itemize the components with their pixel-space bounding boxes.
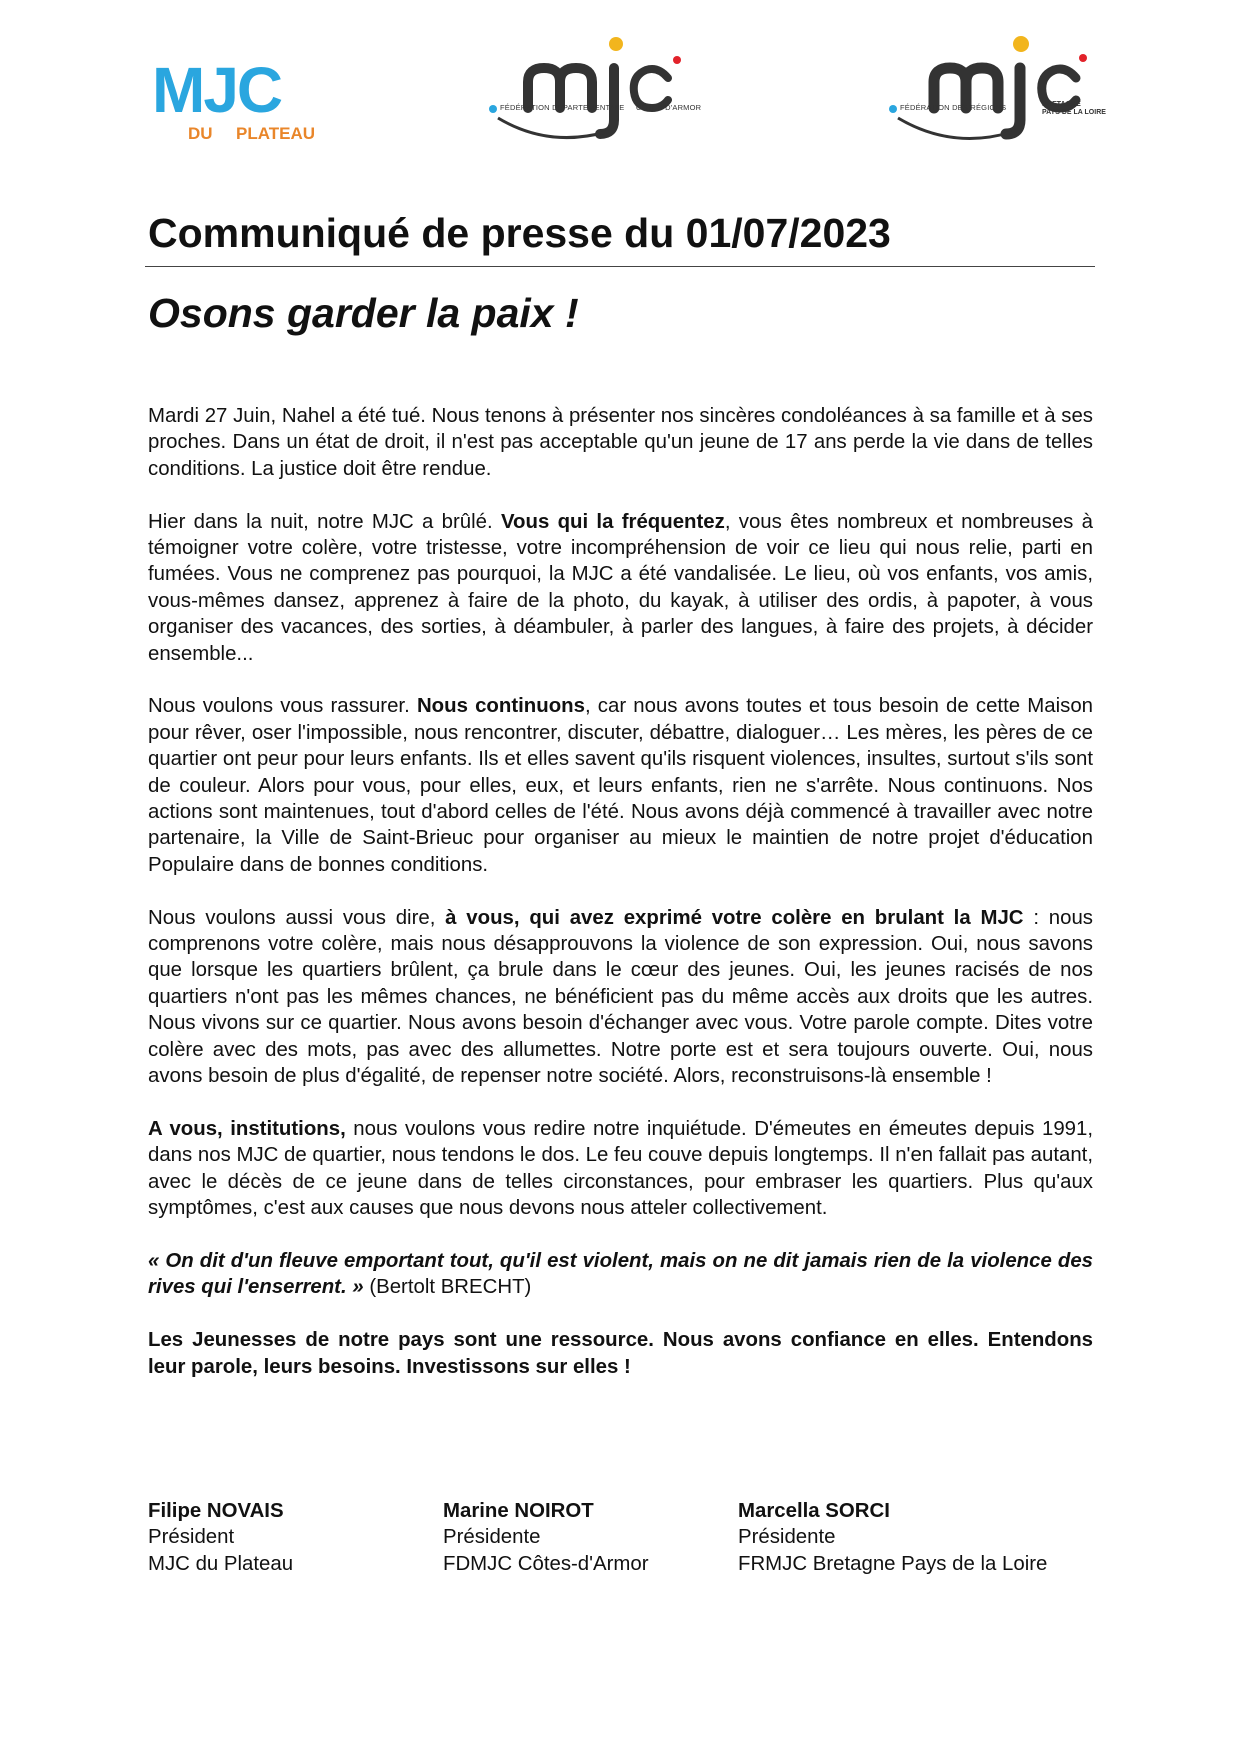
logo-fr-mark-icon (888, 30, 1116, 160)
logo-fr-caption-right-2: PAYS DE LA LOIRE (1042, 109, 1106, 116)
signature-1 (148, 1498, 468, 1577)
signature-2-org: FDMJC Côtes-d'Armor (443, 1552, 649, 1575)
press-release-body (148, 403, 1093, 1406)
quote-author: (Bertolt BRECHT) (363, 1276, 532, 1299)
signature-1-name: Filipe NOVAIS (148, 1500, 284, 1522)
paragraph-4-emphasis: à vous, qui avez exprimé votre colère en brulant la MJC (445, 906, 1024, 929)
logo-mjc-du-plateau (152, 54, 322, 158)
logo-plateau-du-text: DU (188, 124, 213, 143)
paragraph-4 (148, 905, 1093, 1090)
paragraph-3-intro: Nous voulons vous rassurer. (148, 695, 417, 718)
logo-bar (0, 0, 1241, 170)
signature-2-role: Présidente (443, 1526, 541, 1549)
paragraph-2 (148, 509, 1093, 667)
logo-fr-caption-left: FÉDÉRATION DES RÉGIONS (900, 103, 1007, 112)
logo-fd-mark-icon (488, 30, 708, 160)
paragraph-2-text: , vous êtes nombreux et nombreuses à témoigner votre colère, votre tristesse, votre incompréhension de voir ce lieu qui nous relie, parti en fumées. Vous ne comprenez pas pourquoi, la MJC a été vandalisée. Le lieu, où vos enfants, vos amis, vous-mêmes dansez, apprenez à faire de la photo, du kayak, à utiliser des ordis, à papoter, à vous organiser des vacances, des sorties, à déambuler, à parler des langues, à faire des projets, à décider ensemble... (148, 510, 1093, 665)
paragraph-2-intro: Hier dans la nuit, notre MJC a brûlé. (148, 510, 501, 533)
title-divider (145, 266, 1095, 267)
signature-3 (738, 1498, 1098, 1577)
signature-1-org: MJC du Plateau (148, 1552, 294, 1575)
logo-fd-caption-left: FÉDÉRATION DÉPARTEMENTALE (500, 103, 625, 112)
paragraph-4-intro: Nous voulons aussi vous dire, (148, 906, 446, 929)
page-subtitle: Osons garder la paix ! (148, 290, 579, 336)
quote-text: « On dit d'un fleuve emportant tout, qu'il est violent, mais on ne dit jamais rien de la violence des rives qui l'enserrent. » (148, 1249, 1093, 1299)
logo-fd-caption-right: CÔTES D'ARMOR (636, 103, 702, 112)
logo-plateau-name-text: PLATEAU (236, 124, 316, 143)
logo-federation-des-regions (888, 30, 1116, 160)
paragraph-1 (148, 403, 1093, 482)
logo-fr-caption-right-1: BRETAGNE (1042, 101, 1081, 108)
signature-2 (443, 1498, 763, 1577)
paragraph-2-emphasis: Vous qui la fréquentez (500, 510, 725, 533)
paragraph-4-text: : nous comprenons votre colère, mais nous désapprouvons la violence de son expression. Oui, nous savons que lorsque les quartiers brûlent, ça brule dans le cœur des jeunes. Oui, les jeunes racisés de nos quartiers n'ont pas les mêmes chances, ne bénéficient pas du même accès aux droits que les autres. Nous vivons sur ce quartier. Nous avons besoin d'échanger avec vous. Votre parole compte. Dites votre colère avec des mots, pas avec des allumettes. Notre porte est et sera toujours ouverte. Oui, nous avons besoin de plus d'égalité, de repenser notre société. Alors, reconstruisons-là ensemble ! (148, 906, 1093, 1088)
signature-3-role: Présidente (738, 1526, 836, 1549)
signature-3-name: Marcella SORCI (738, 1500, 890, 1522)
signature-1-role: Président (148, 1526, 235, 1549)
paragraph-3-text: , car nous avons toutes et tous besoin de cette Maison pour rêver, oser l'impossible, nous rencontrer, discuter, débattre, dialoguer… Les mères, les pères de ce quartier ont peur pour leurs enfants. Ils et elles savent qu'ils risquent violences, insultes, surtout s'ils sont de couleur. Alors pour vous, pour elles, eux, et leurs enfants, rien ne s'arrête. Nous continuons. Nos actions sont maintenues, tout d'abord celles de l'été. Nous avons déjà commencé à travailler avec notre partenaire, la Ville de Saint-Brieuc pour organiser au mieux le maintien de notre projet d'éducation Populaire dans de bonnes conditions. (148, 695, 1094, 876)
brecht-quote (148, 1248, 1093, 1301)
paragraph-1-text: Mardi 27 Juin, Nahel a été tué. Nous tenons à présenter nos sincères condoléances à sa famille et à ses proches. Dans un état de droit, il n'est pas acceptable qu'un jeune de 17 ans perde la vie dans de telles conditions. La justice doit être rendue. (148, 405, 1093, 480)
paragraph-5-text: nous voulons vous redire notre inquiétude. D'émeutes en émeutes depuis 1991, dans nos MJC de quartier, nous tendons le dos. Le feu couve depuis longtemps. Il n'en fallait pas autant, avec le décès de ce jeune dans de telles circonstances, pour embraser les quartiers. Plus qu'aux symptômes, c'est aux causes que nous devons nous atteler collectivement. (148, 1117, 1094, 1220)
header (148, 205, 1093, 341)
logo-federation-departementale (488, 30, 708, 160)
logo-plateau-mjc-text: MJC (152, 54, 282, 126)
signature-2-name: Marine NOIROT (443, 1500, 594, 1522)
paragraph-3 (148, 693, 1093, 878)
paragraph-5-emphasis: A vous, institutions, (148, 1117, 346, 1140)
paragraph-5 (148, 1116, 1093, 1222)
closing-text: Les Jeunesses de notre pays sont une ressource. Nous avons confiance en elles. Entendons leur parole, leurs besoins. Investissons sur elles ! (148, 1329, 1093, 1378)
page-title: Communiqué de presse du 01/07/2023 (148, 210, 891, 256)
paragraph-3-emphasis: Nous continuons (416, 695, 585, 718)
closing-statement (148, 1327, 1093, 1380)
signature-3-org: FRMJC Bretagne Pays de la Loire (738, 1552, 1048, 1575)
